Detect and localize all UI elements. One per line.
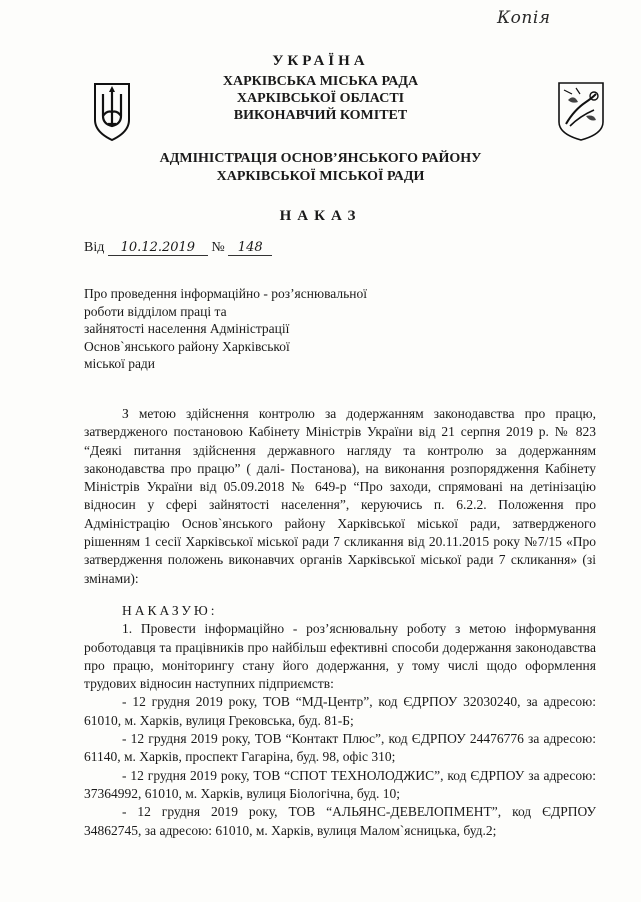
subject-line: міської ради — [84, 356, 156, 371]
order-subject — [84, 285, 404, 373]
subject-line: зайнятості населення Адміністрації — [84, 321, 290, 336]
copy-stamp-handwritten: Копія — [497, 8, 551, 28]
admin-line: ХАРКІВСЬКОЇ МІСЬКОЇ РАДИ — [216, 169, 425, 184]
subject-line: роботи відділом праці та — [84, 303, 227, 319]
order-item: - 12 грудня 2019 року, ТОВ “СПОТ ТЕХНОЛОДЖИС”, код ЄДРПОУ за адресою: 37364992, 61010, м. Харків, вулиця Біологічна, буд. 10; — [84, 767, 596, 801]
order-directive-label: НАКАЗУЮ: — [122, 602, 218, 618]
order-body — [84, 405, 596, 840]
council-line: ХАРКІВСЬКОЇ ОБЛАСТІ — [236, 91, 405, 106]
order-item: - 12 грудня 2019 року, ТОВ “МД-Центр”, код ЄДРПОУ 32030240, за адресою: 61010, м. Харків, вулиця Грековська, буд. 81-Б; — [84, 694, 596, 728]
order-date: 10.12.2019 — [108, 240, 208, 256]
preamble-paragraph: З метою здійснення контролю за додержанням законодавства про працю, затвердженого постановою Кабінету Міністрів України від 21 серпня 2019 р. № 823 “Деякі питання здійснення державного нагляду та контролю за додержанням законодавства про працю” ( далі- Постанова), на виконання розпорядження Кабінету Міністрів України від 05.09.2018 № 649-р “Про заходи, спрямовані на детінізацію відносин у сфері зайнятості населення”, керуючись п. 6.2.2. Положення про Адміністрацію Основ`янського району Харківської міської ради, затвердженого рішенням 1 сесії Харківської міської ради 7 скликання від 20.11.2015 року №7/15 «Про затвердження положень виконавчих органів Харківської міської ради 7 скликання» (зі змінами): — [84, 406, 596, 586]
date-label: Від — [84, 240, 105, 255]
order-item: 1. Провести інформаційно - роз’яснювальну роботу з метою інформування роботодавця та працівників про найбільш ефективні способи додержання законодавства про працю, моніторингу стану його додержання, у тому числі щодо оформлення трудових відносин наступних підприємств: — [84, 621, 596, 692]
order-item: - 12 грудня 2019 року, ТОВ “АЛЬЯНС-ДЕВЕЛОПМЕНТ”, код ЄДРПОУ 34862745, за адресою: 61010, м. Харків, вулиця Малом`ясницька, буд.2; — [84, 804, 596, 838]
subject-line: Про проведення інформаційно - роз’яснювальної — [84, 286, 367, 301]
order-dateline — [84, 240, 272, 256]
document-type-title: НАКАЗ — [279, 208, 362, 224]
country-title: УКРАЇНА — [272, 53, 369, 69]
subject-line: Основ`янського району Харківської — [84, 338, 290, 354]
council-line: ХАРКІВСЬКА МІСЬКА РАДА — [222, 74, 419, 89]
admin-line: АДМІНІСТРАЦІЯ ОСНОВ’ЯНСЬКОГО РАЙОНУ — [159, 151, 482, 166]
order-item: - 12 грудня 2019 року, ТОВ “Контакт Плюс”, код ЄДРПОУ 24476776 за адресою: 61140, м. Харків, проспект Гагаріна, буд. 98, офіс 310; — [84, 731, 596, 765]
number-label: № — [211, 240, 225, 255]
order-number: 148 — [228, 240, 272, 256]
council-heading — [0, 73, 641, 124]
administration-heading — [0, 150, 641, 186]
council-line: ВИКОНАВЧИЙ КОМІТЕТ — [233, 108, 408, 123]
